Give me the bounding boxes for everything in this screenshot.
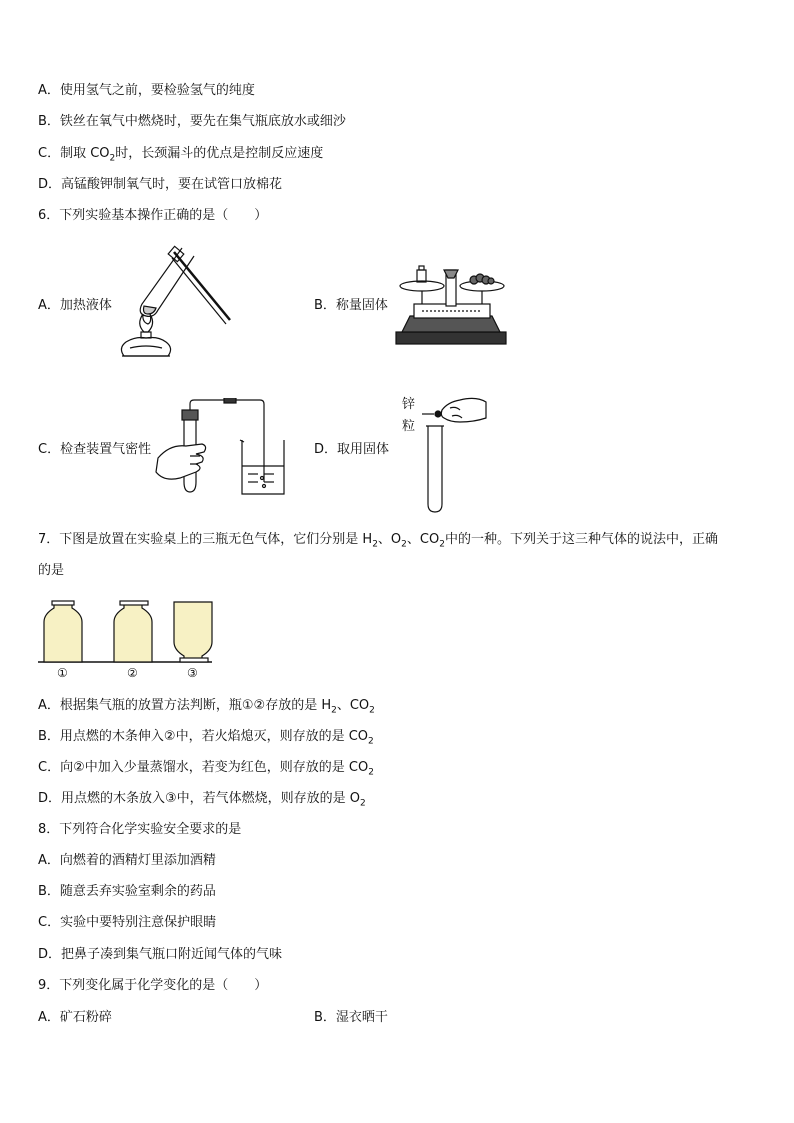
heating-liquid-figure xyxy=(112,244,237,362)
q6-stem: 6．下列实验基本操作正确的是（ ） xyxy=(38,208,268,223)
q8-option-d: D．把鼻子凑到集气瓶口附近闻气体的气味 xyxy=(38,947,283,962)
airtightness-check-figure xyxy=(150,398,298,498)
q5-option-d: D．高锰酸钾制氧气时，要在试管口放棉花 xyxy=(38,177,283,192)
q7-option-b: B．用点燃的木条伸入②中，若火焰熄灭，则存放的是 $CO_2$ xyxy=(38,729,374,747)
q7-option-a: A．根据集气瓶的放置方法判断，瓶①②存放的是 $H_2$、$CO_2$ xyxy=(38,698,375,716)
gas-bottles-figure xyxy=(36,600,216,682)
q6-option-c: C．检查装置气密性 xyxy=(38,442,152,457)
q8-option-c: C．实验中要特别注意保护眼睛 xyxy=(38,915,217,930)
taking-solid-figure xyxy=(398,392,494,514)
q7-stem-line2: 的是 xyxy=(38,563,65,578)
q8-stem: 8．下列符合化学实验安全要求的是 xyxy=(38,822,242,837)
q8-option-a: A．向燃着的酒精灯里添加酒精 xyxy=(38,853,216,868)
q7-option-d: D．用点燃的木条放入③中，若气体燃烧，则存放的是 $O_2$ xyxy=(38,791,366,809)
bottle-label-1: ① xyxy=(57,666,68,680)
q9-option-b: B．湿衣晒干 xyxy=(314,1010,388,1025)
q5-option-b: B．铁丝在氧气中燃烧时，要先在集气瓶底放水或细沙 xyxy=(38,114,346,129)
q7-option-c: C．向②中加入少量蒸馏水，若变为红色，则存放的是 $CO_2$ xyxy=(38,760,374,778)
q8-option-b: B．随意丢弃实验室剩余的药品 xyxy=(38,884,216,899)
q5-option-a: A．使用氢气之前，要检验氢气的纯度 xyxy=(38,83,255,98)
q6-option-a: A．加热液体 xyxy=(38,298,112,313)
q6-option-b: B．称量固体 xyxy=(314,298,388,313)
q9-stem: 9．下列变化属于化学变化的是（ ） xyxy=(38,978,268,993)
q6-option-d: D．取用固体 xyxy=(314,442,390,457)
balance-scale-figure xyxy=(392,240,510,348)
zinc-label-top: 锌 xyxy=(402,397,416,412)
q9-option-a: A．矿石粉碎 xyxy=(38,1010,112,1025)
q5-option-c: C．制取 $CO_2$时，长颈漏斗的优点是控制反应速度 xyxy=(38,146,324,164)
q7-stem-line1: 7．下图是放置在实验桌上的三瓶无色气体，它们分别是 $H_2$、$O_2$、$CO_2$中的一种。下列关于这三种气体的说法中，正确 xyxy=(38,532,718,550)
bottle-label-3: ③ xyxy=(187,666,198,680)
bottle-label-2: ② xyxy=(127,666,138,680)
zinc-label-bottom: 粒 xyxy=(402,419,416,434)
